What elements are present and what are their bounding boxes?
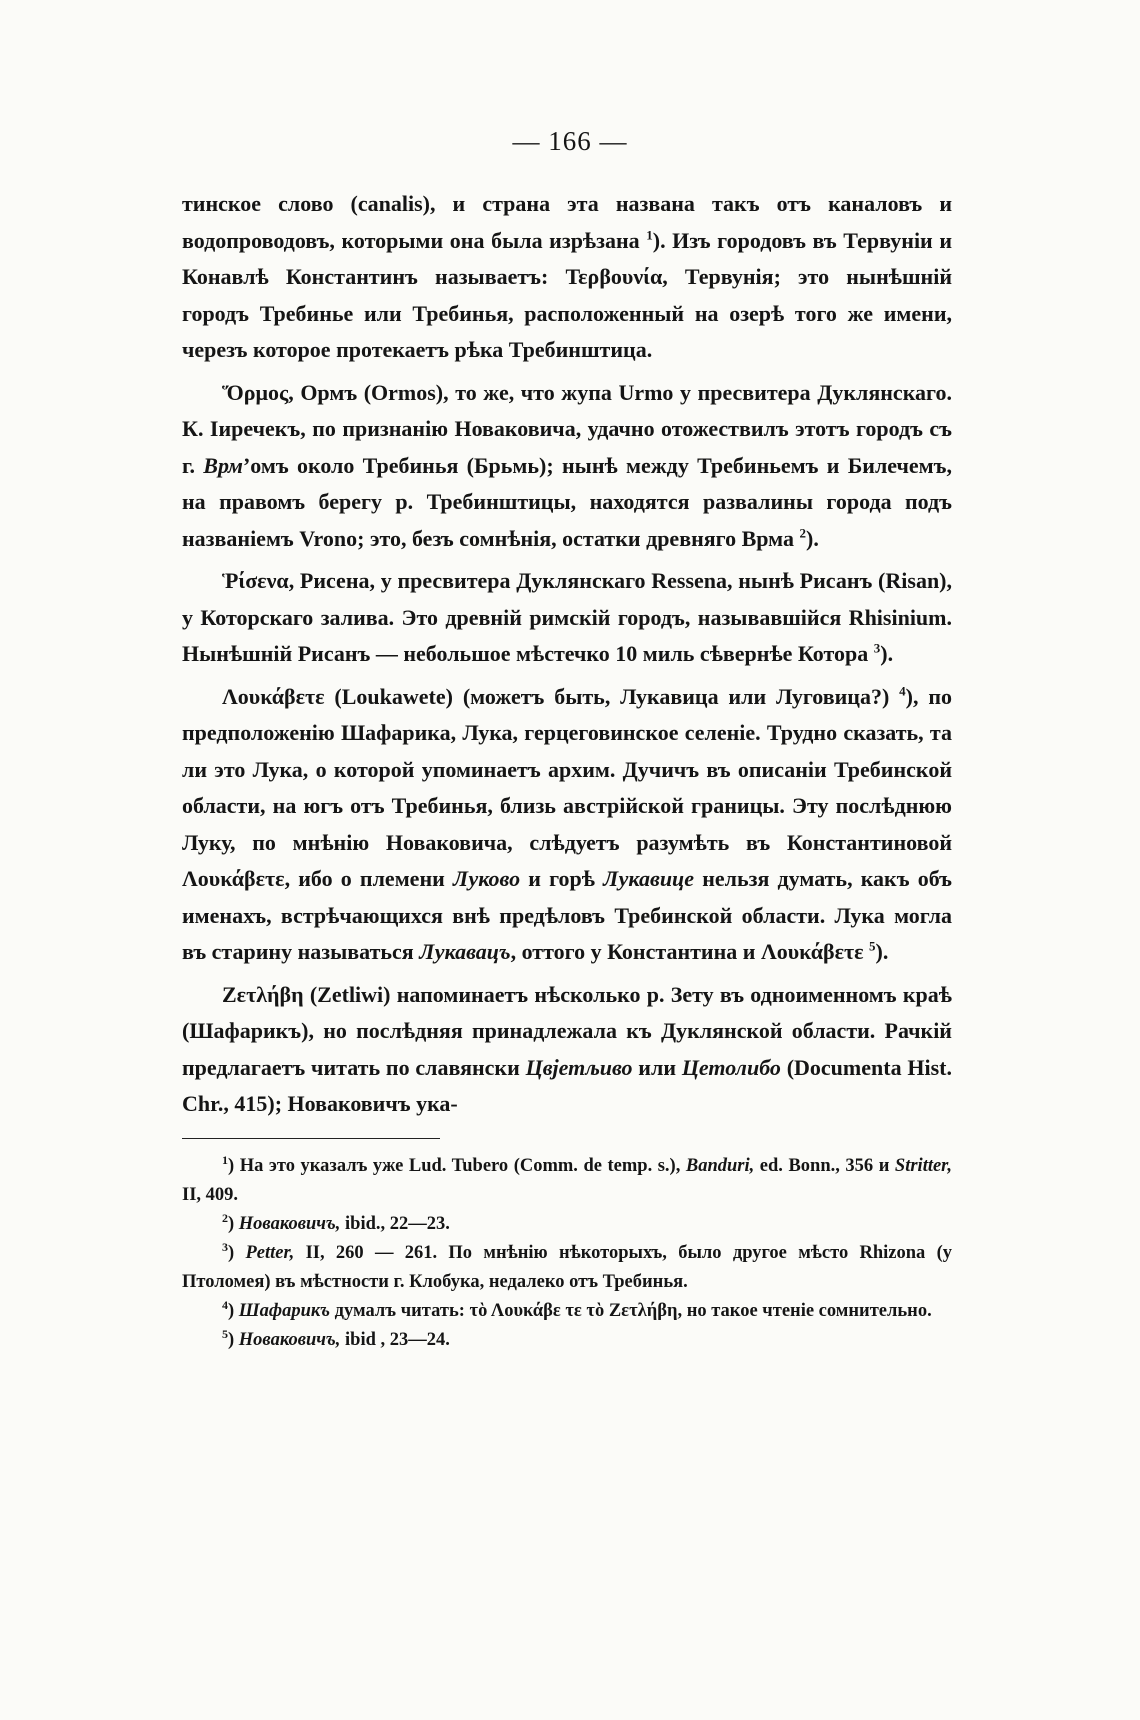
italic-term: Луково [452,866,521,891]
italic-term: Шафарикъ [238,1301,331,1321]
text-run: ) [228,1330,239,1350]
italic-term: Цвјетљиво [525,1054,633,1080]
text-run: Λουκάβετε (Loukawete) (можетъ быть, Лукавица или Луговица?) [222,683,900,709]
footnote-mark: 5 [222,1326,228,1341]
paragraph-ormos [182,375,952,558]
footnote-mark: 3 [222,1239,228,1254]
footnote-ref-4[interactable]: 4 [899,683,906,699]
text-run: ibid., 22—23. [340,1214,450,1234]
text-run: , оттого у Константина и Λουκάβετε [510,939,870,964]
footnote-ref-2[interactable]: 2 [799,525,807,541]
text-run: или [632,1054,682,1080]
footnote-mark: 4 [222,1297,228,1312]
text-run: ) На это указалъ уже Lud. Tubero (Comm. de temp. s.), [228,1156,686,1176]
text-run: ) [228,1214,239,1234]
text-run: думалъ читать: τὸ Λουκάβε τε τὸ Ζετλήβη, но такое чтеніе сомнительно. [330,1301,932,1321]
text-run: тинское слово (canalis), и страна эта названа такъ отъ каналовъ и водопроводовъ, которыми она была изрѣзана [182,191,952,253]
footnote-2 [182,1210,952,1239]
text-run: II, 409. [182,1185,239,1205]
italic-term: Stritter, [894,1156,952,1176]
italic-term: Новаковичъ, [238,1330,341,1350]
footnote-1 [182,1152,952,1210]
italic-term: Врм [203,452,243,478]
text-run: нельзя думать, какъ объ именахъ, встрѣчающихся внѣ предѣловъ Требинской области. Лука могла въ старину называться [182,866,952,964]
italic-term: Banduri, [685,1156,755,1176]
text-run: ed. Bonn., 356 и [754,1156,895,1176]
paragraph-zetliwi [182,977,952,1123]
footnote-4 [182,1297,952,1326]
footnote-ref-5[interactable]: 5 [869,938,876,954]
italic-term: Цетолибо [681,1054,781,1080]
text-run: ) [228,1301,239,1321]
text-run: ), по предположенію Шафарика, Лука, герцеговинское селеніе. Трудно сказать, та ли это Лука, о которой упоминаетъ архим. Дучичъ въ описаніи Требинской области, на югъ отъ Требинья, близь австрійской границы. Эту послѣднюю Луку, по мнѣнію Новаковича, слѣдуетъ разумѣть въ Константиновой Λουκάβετε, ибо о племени [182,683,952,891]
italic-term: Лукавацъ [419,939,511,964]
text-run: и горѣ [520,866,604,891]
paragraph-loukawete [182,679,952,971]
page-number: — 166 — [512,126,628,156]
text-run: ibid , 23—24. [340,1330,450,1350]
text-run: II, 260 — 261. По мнѣнію нѣкоторыхъ, было другое мѣсто Rhizona (у Птоломея) въ мѣстности г. Клобука, недалеко отъ Требинья. [182,1243,952,1292]
italic-term: Новаковичъ, [238,1214,341,1234]
footnote-mark: 2 [222,1210,228,1225]
paragraph-risena [182,563,952,673]
italic-term: Лукавице [603,866,695,891]
text-run: Ῥίσενα, Рисена, у пресвитера Дуклянскаго Ressena, нынѣ Рисанъ (Risan), у Которскаго залива. Это древній римскій городъ, называвшійся Rhisinium. Нынѣшній Рисанъ — небольшое мѣстечко 10 миль сѣвернѣе Котора [182,568,952,666]
text-run: (Documenta Hist. Chr., 415); Новаковичъ ука- [182,1054,952,1116]
text-run: ). [806,525,819,551]
text-run: ) [228,1243,246,1263]
text-run: ’омъ около Требинья (Брьмь); нынѣ между Требиньемъ и Билечемъ, на правомъ берегу р. Требинштицы, находятся развалины города подъ названіемъ Vrono; это, безъ сомнѣнія, остатки древняго Врма [182,452,952,551]
text-run: Ζετλήβη (Zetliwi) напоминаетъ нѣсколько р. Зету въ одноименномъ краѣ (Шафарикъ), но послѣдняя принадлежала къ Дуклянской области. Рачкій предлагаетъ читать по славянски [182,981,952,1080]
paragraph-canalis [182,186,952,369]
italic-term: Petter, [245,1243,295,1263]
footnote-ref-1[interactable]: 1 [646,227,653,243]
footnotes [182,1152,952,1355]
footnote-ref-3[interactable]: 3 [873,640,881,656]
footnote-5 [182,1326,952,1355]
text-run: Ὅρμος, Ормъ (Ormos), то же, что жупа Urmo у пресвитера Дуклянскаго. К. Іиречекъ, по признанію Новаковича, удачно отожествилъ этотъ городъ съ г. [182,379,952,478]
footnote-3 [182,1239,952,1297]
text-run: ). Изъ городовъ въ Тервуніи и Конавлѣ Константинъ называетъ: Τερβουνία, Тервунія; это нынѣшній городъ Требинье или Требинья, расположенный на озерѣ того же имени, черезъ которое протекаетъ рѣка Требинштица. [182,227,952,362]
text-run: ). [880,641,894,666]
main-text [182,186,952,1129]
footnote-mark: 1 [222,1152,228,1167]
footnote-divider [182,1138,440,1139]
text-run: ). [875,939,889,964]
